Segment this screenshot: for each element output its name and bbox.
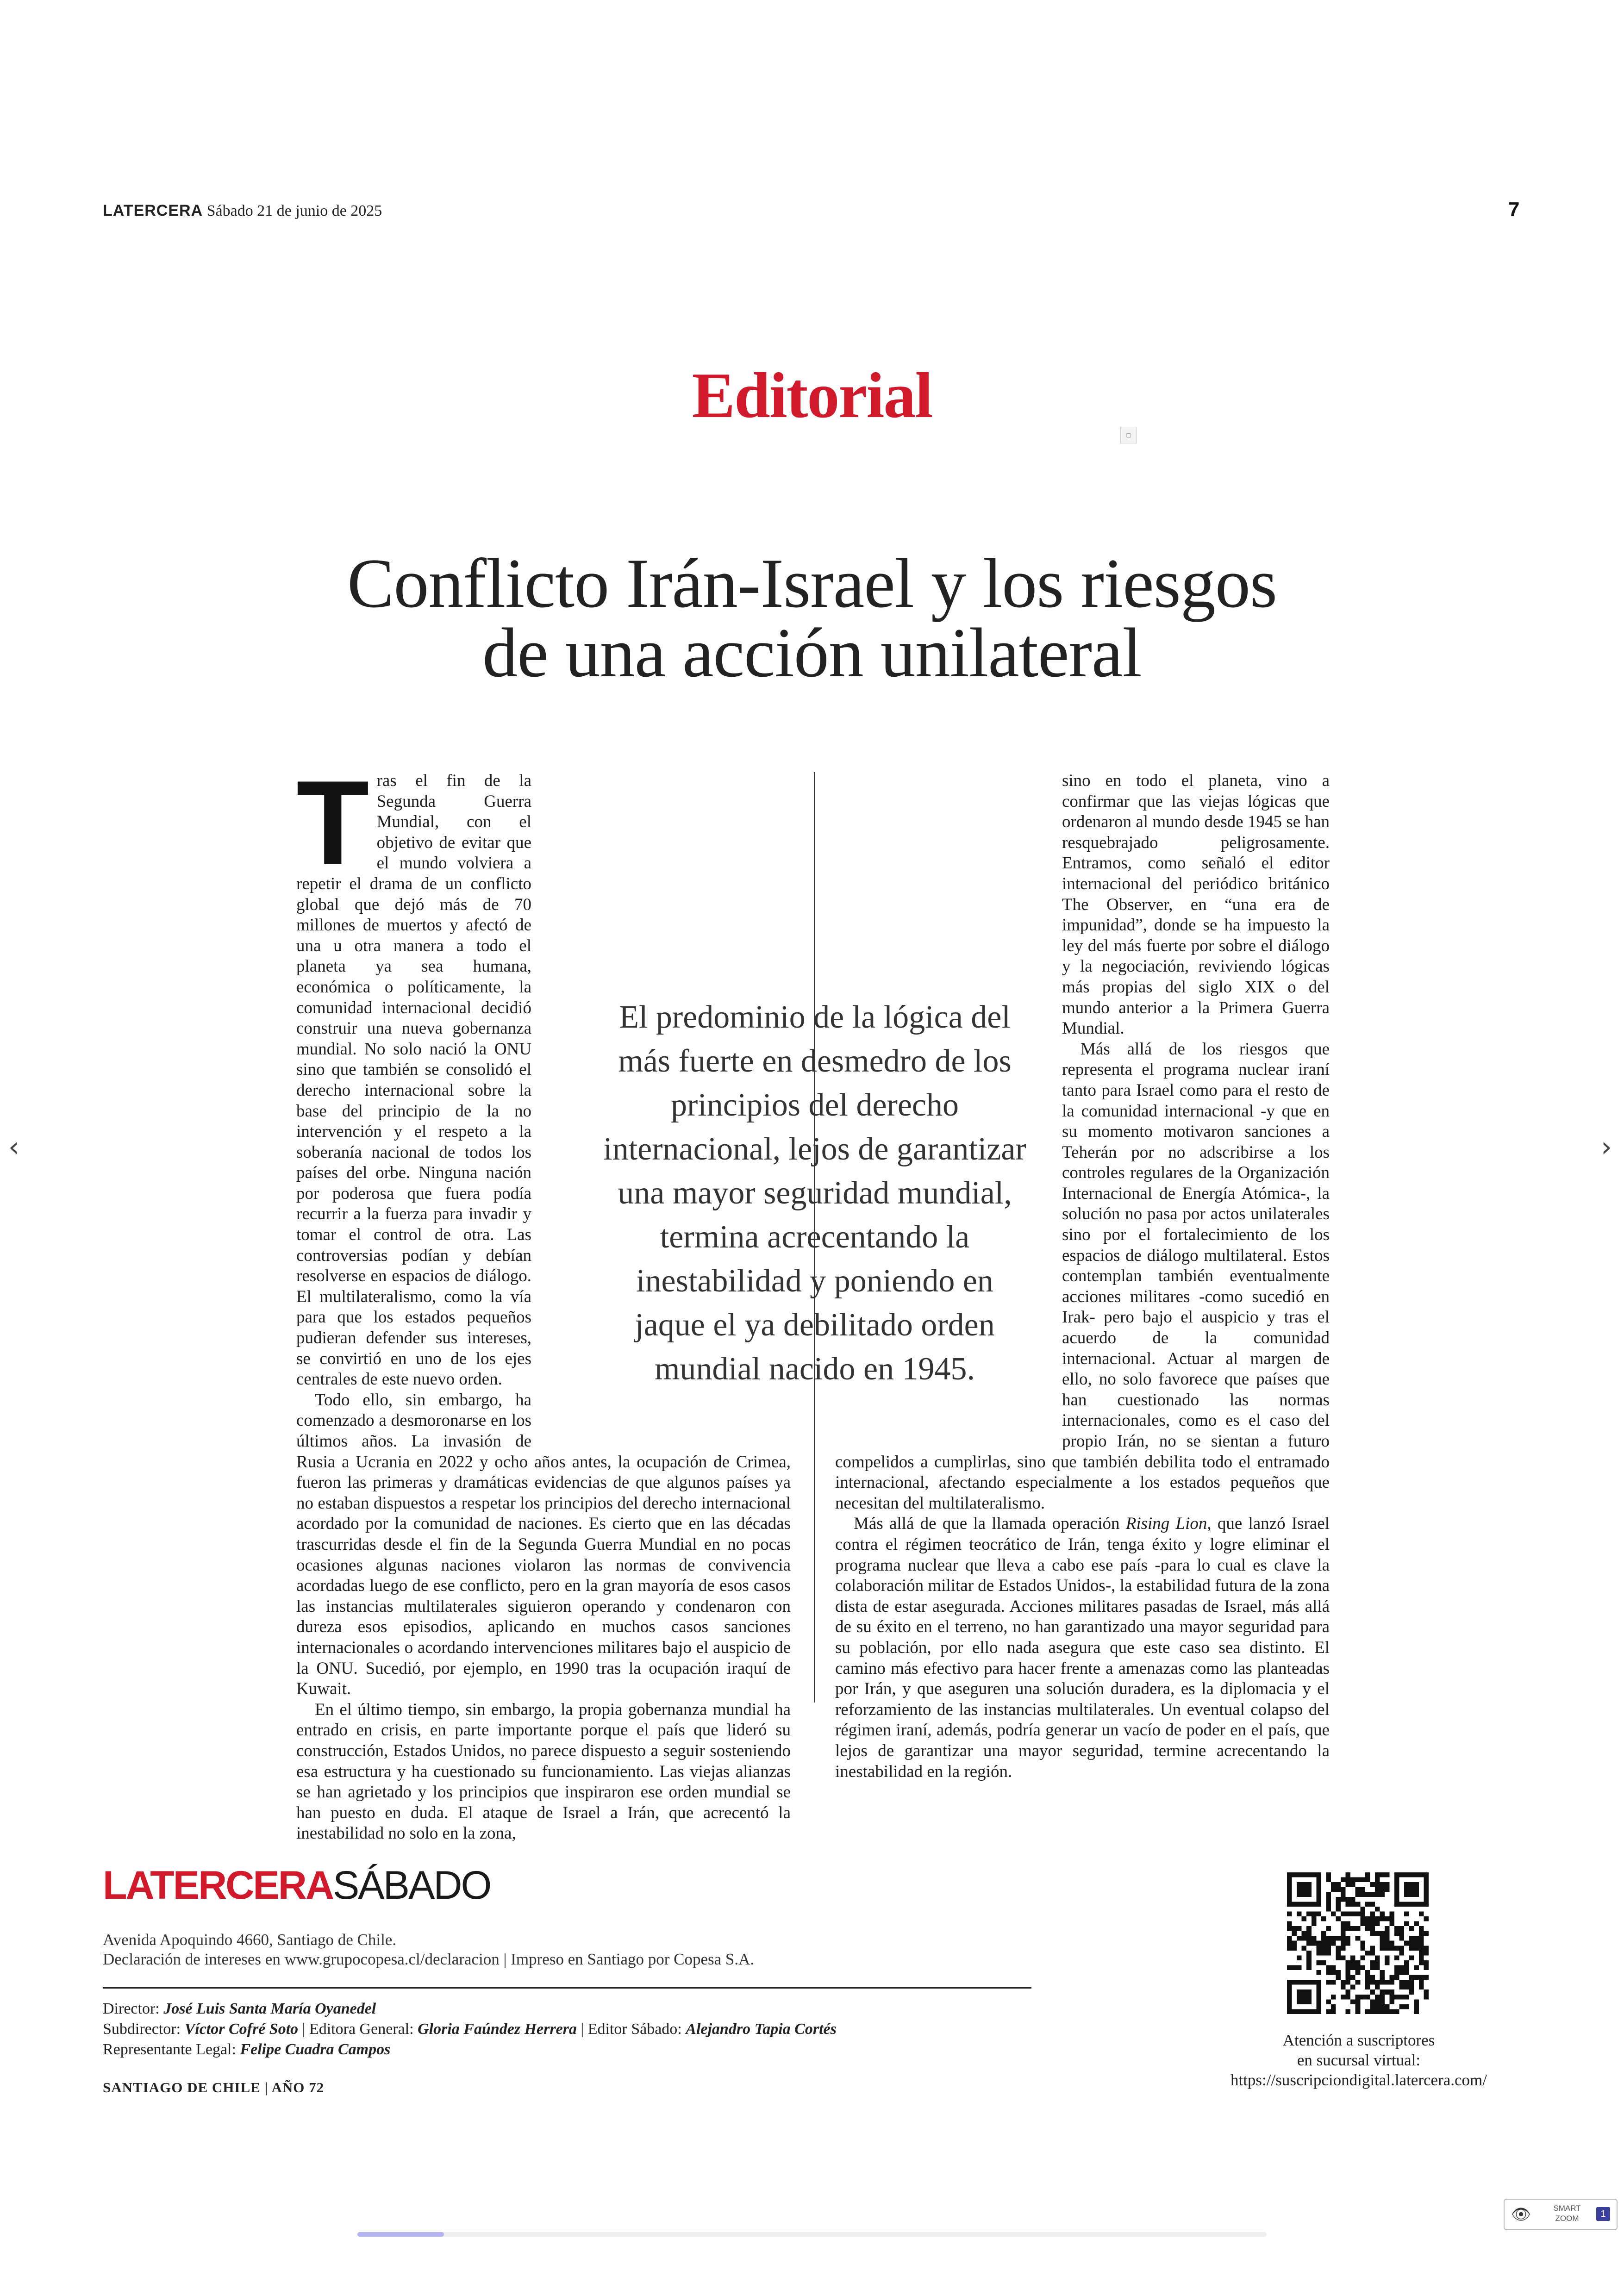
pull-quote: El predominio de la lógica del más fuerte en desmedro de los principios del derecho internacional, lejos de garantizar una mayor seguridad mundial, termina acrecentando la inestabilidad y poniendo en jaque el ya debilitado orden mundial nacido en 1945. xyxy=(603,999,1026,1387)
separator: | xyxy=(302,2021,306,2038)
chevron-right-icon: › xyxy=(1601,1131,1612,1163)
headline-line-2: de una acción unilateral xyxy=(482,614,1142,692)
label: Subdirector: xyxy=(103,2021,185,2038)
label: Director: xyxy=(103,2000,164,2017)
article-paragraph: Todo ello, sin embargo, ha comenzado a desmoronarse en los últimos años. La invasión de Rusia a Ucrania en 2022 y ocho años antes, la ocupación de Crimea, fueron las primeras y dramáticas evidencias de que algunos países ya no estaban dispuestos a respetar los principios del derecho internacional acordado por la comunidad de naciones. Es cierto que en las décadas trascurridas desde el fin de la Segunda Guerra Mundial en no pocas ocasiones algunas naciones violaron las normas de convivencia acordadas luego de ese conflicto, pero en la gran mayoría de esos casos las instancias multilaterales siguieron operando y condenaron con dureza esos episodios, aplicando en muchos casos sanciones internacionales o acordando intervenciones militares bajo el auspicio de la ONU. Sucedió, por ejemplo, en 1990 tras la ocupación iraquí de Kuwait. xyxy=(296,1390,791,1699)
section-title: Editorial xyxy=(692,360,932,431)
footer-rule xyxy=(103,1987,1031,1989)
headline-line-1: Conflicto Irán-Israel y los riesgos xyxy=(347,544,1277,622)
staff-credits xyxy=(103,1999,837,2060)
page-number: 7 xyxy=(1508,198,1520,221)
article-paragraph: sino en todo el planeta, vino a confirmar que las viejas lógicas que ordenaron al mundo desde 1945 se han resquebrajado peligrosamente. Entramos, como señaló el editor internacional del periódico británico The Observer, en “una era de impunidad”, donde se ha impuesto la ley del más fuerte por sobre el diálogo y la negociación, reviviendo lógicas más propias del siglo XIX o del mundo anterior a la Primera Guerra Mundial. xyxy=(1062,771,1330,1038)
logo-edition: SÁBADO xyxy=(332,1863,491,1908)
page-marker-icon: ▢ xyxy=(1120,427,1137,443)
smart-zoom-control[interactable] xyxy=(1504,2199,1618,2230)
subs-line-2: en sucursal virtual: xyxy=(1297,2051,1421,2069)
article-paragraph: Más allá de los riesgos que representa el programa nuclear iraní tanto para Israel como para el resto de la comunidad internacional -y que en su momento motivaron sanciones a Teherán por no adscribirse a los controles regulares de la Organización Internacional de Energía Atómica-, la solución no pasa por actos unilaterales sino por el fortalecimiento de los espacios de diálogo multilateral. Estos contemplan también eventualmente acciones militares -como sucedió en Irak- pero bajo el auspicio y tras el acuerdo de la comunidad internacional. Actuar al margen de ello, no solo favorece que países que han cuestionado las normas internacionales, como es el caso del propio Irán, no se sientan a futuro compelidos a cumplirlas, sino que también debilita todo el entramado internacional, afectando especialmente a los estados pequeños que necesitan del multilateralismo. xyxy=(835,1039,1330,1513)
footer-address-block xyxy=(103,1930,754,1969)
paragraph-text: Más allá de que la llamada operación xyxy=(854,1514,1126,1534)
label: Editor Sábado: xyxy=(587,2021,686,2038)
article-headline xyxy=(231,544,1393,692)
editora-name: Gloria Faúndez Herrera xyxy=(418,2021,577,2038)
page-progress-fill xyxy=(357,2232,444,2237)
operation-name: Rising Lion xyxy=(1125,1514,1207,1534)
smart-zoom-label: SMART ZOOM xyxy=(1553,2204,1581,2223)
editor-sabado-name: Alejandro Tapia Cortés xyxy=(686,2021,837,2038)
eye-icon: 👁 xyxy=(1511,2206,1531,2223)
staff-line-director xyxy=(103,1999,837,2019)
footer-declaration: Declaración de intereses en www.grupocopesa.cl/declaracion | Impreso en Santiago por Copesa S.A. xyxy=(103,1950,755,1968)
subscriber-info xyxy=(1181,2030,1537,2090)
representante-name: Felipe Cuadra Campos xyxy=(240,2041,391,2058)
drop-cap: T xyxy=(296,755,369,889)
header-brand: LATERCERA xyxy=(103,202,203,219)
subs-url-link[interactable]: https://suscripciondigital.latercera.com/ xyxy=(1230,2071,1487,2089)
subdirector-name: Víctor Cofré Soto xyxy=(184,2021,299,2038)
separator: | xyxy=(581,2021,584,2038)
staff-line-legal xyxy=(103,2039,837,2060)
director-name: José Luis Santa María Oyanedel xyxy=(163,2000,376,2017)
label: Representante Legal: xyxy=(103,2041,240,2058)
next-page-button[interactable] xyxy=(1601,1133,1612,1161)
staff-line-editors xyxy=(103,2019,837,2039)
article-paragraph: En el último tiempo, sin embargo, la propia gobernanza mundial ha entrado en crisis, en parte importante porque el país que lideró su construcción, Estados Unidos, no parece dispuesto a seguir sosteniendo esa estructura y ha cuestionado su funcionamiento. Las viejas alianzas se han agrietado y los principios que inspiraron ese orden mundial se han puesto en duda. El ataque de Israel a Irán, que acrecentó la inestabilidad no solo en la zona, xyxy=(296,1700,791,1843)
prev-page-button[interactable] xyxy=(8,1133,19,1161)
paragraph-text: , que lanzó Israel contra el régimen teocrático de Irán, tenga éxito y logre eliminar el programa nuclear que lleva a cabo ese país -para lo cual es clave la colaboración militar de Estados Unidos-, la estabilidad futura de la zona dista de estar asegurada. Acciones militares pasadas de Israel, más allá de su éxito en el terreno, no han garantizado una mayor seguridad para su población, por ello nada asegura que este caso sea distinto. El camino más efectivo para hacer frente a amenazas como las planteadas por Irán, y que aseguren una solución duradera, es la diplomacia y el reforzamiento de las instancias multilaterales. Un eventual colapso del régimen iraní, además, podría generar un vacío de poder en el país, que lejos de garantizar una mayor seguridad, termine acrecentando la inestabilidad en la región. xyxy=(835,1514,1330,1781)
article-paragraph: ras el fin de la Segunda Guerra Mundial, con el objetivo de evitar que el mundo volviera a repetir el drama de un conflicto global que dejó más de 70 millones de muertos y afectó de una u otra manera a todo el planeta ya sea humana, económica o políticamente, la comunidad internacional decidió construir una nueva gobernanza mundial. No solo nació la ONU sino que también se consolidó el derecho internacional sobre la base del principio de la no intervención y el respeto a la soberanía nacional de todos los países del orbe. Ninguna nación por poderosa que fuera podía recurrir a la fuerza para invadir y tomar el control de otra. Las controversias podían y debían resolverse en espacios de diálogo. El multilateralismo, como la vía para que los estados pequeños pudieran defender sus intereses, se convirtió en uno de los ejes centrales de este nuevo orden. xyxy=(296,771,531,1389)
article-paragraph xyxy=(835,1514,1330,1782)
label: Editora General: xyxy=(309,2021,418,2038)
qr-code[interactable] xyxy=(1287,1872,1429,2014)
logo-brand: LATERCERA xyxy=(103,1863,333,1908)
footer-logo xyxy=(103,1863,491,1908)
page-progress-track[interactable] xyxy=(357,2232,1267,2237)
smart-zoom-value: 1 xyxy=(1596,2207,1610,2221)
subs-line-1: Atención a suscriptores xyxy=(1282,2031,1435,2049)
page-header xyxy=(103,202,382,220)
header-date: Sábado 21 de junio de 2025 xyxy=(206,202,382,219)
footer-address: Avenida Apoquindo 4660, Santiago de Chile. xyxy=(103,1931,397,1949)
chevron-left-icon: ‹ xyxy=(8,1131,19,1163)
city-year: SANTIAGO DE CHILE | AÑO 72 xyxy=(103,2079,325,2095)
